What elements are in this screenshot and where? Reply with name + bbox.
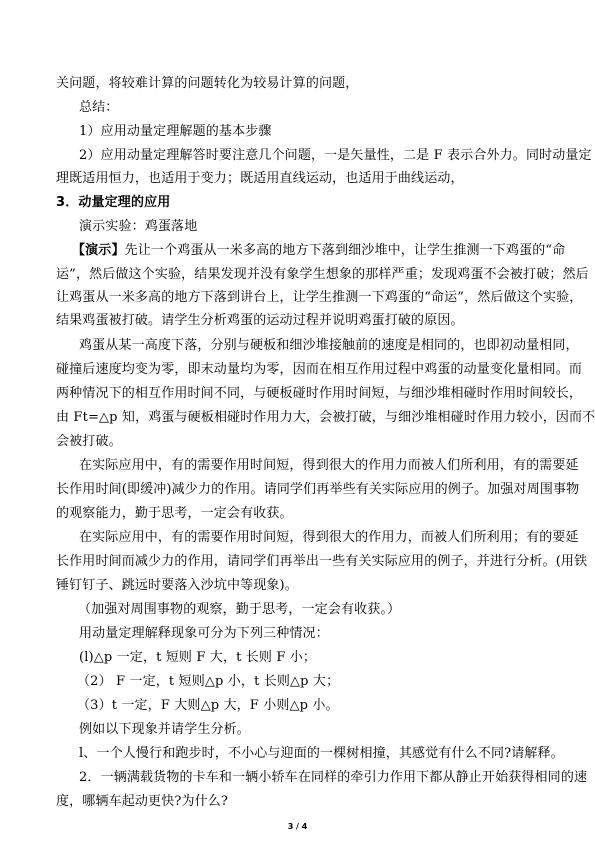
- text-line: 2）应用动量定理解答时要注意几个问题，一是矢量性，二是 F 表示合外力。同时动量定: [79, 148, 592, 163]
- text-line: 两种情况下的相互作用时间不同，与硬板碰时作用时间短，与细沙堆相碰时作用时间较长，: [56, 386, 583, 401]
- text-line: [72, 243, 565, 259]
- text-line: 碰撞后速度均变为零，即末动量均为零，因而在相互作用过程中鸡蛋的动量变化量相同。而: [56, 362, 583, 377]
- text-line: 理既适用恒力，也适用于变力；既适用直线运动，也适用于曲线运动，: [56, 171, 464, 186]
- text-line: 的观察能力，勤于思考，一定会有收获。: [56, 506, 293, 521]
- demo-label: 【演示】: [72, 243, 125, 258]
- text-line: 会被打破。: [56, 434, 122, 449]
- text-line: 让鸡蛋从一米多高的地方下落到讲台上，让学生推测一下鸡蛋的“命运”，然后做这个实验，: [56, 290, 583, 305]
- text-line: 鸡蛋从某一高度下落，分别与硬板和细沙堆接触前的速度是相同的，也即初动量相同，: [79, 338, 579, 353]
- text-line: 锤钉钉子、跳远时要落入沙坑中等现象)。: [56, 578, 298, 593]
- text-line: l、一个人慢行和跑步时，不小心与迎面的一棵树相撞，其感觉有什么不同?请解释。: [79, 746, 564, 761]
- text-line: （3）t 一定，F 大则△p 大，F 小则△p 小。: [77, 698, 339, 713]
- text-line: 度，哪辆车起动更快?为什么?: [56, 794, 229, 809]
- text-line: 总结：: [79, 100, 119, 115]
- text-line: 由 Ft=△p 知，鸡蛋与硬板相碰时作用力大，会被打破，与细沙堆相碰时作用力较小，因而不: [56, 410, 595, 425]
- text-line: 在实际应用中，有的需要作用时间短，得到很大的作用力而被人们所利用，有的需要延: [79, 458, 579, 473]
- text-line: 结果鸡蛋被打破。请学生分析鸡蛋的运动过程并说明鸡蛋打破的原因。: [56, 313, 464, 328]
- page-number: 3 / 4: [287, 822, 308, 831]
- text-line: (l)△p 一定，t 短则 F 大，t 长则 F 小；: [79, 650, 317, 665]
- text-line: 在实际应用中，有的需要作用时间短，得到很大的作用力，而被人们所利用；有的要延: [79, 530, 579, 545]
- text-line: 长作用时间而减少力的作用，请同学们再举出一些有关实际应用的例子，并进行分析。(用铁: [56, 554, 588, 569]
- text-line: 运”，然后做这个实验，结果发现并没有象学生想象的那样严重；发现鸡蛋不会被打破；然后: [56, 267, 589, 282]
- text-line: 长作用时间(即缓冲)减少力的作用。请同学们再举些有关实际应用的例子。加强对周围事物: [56, 482, 580, 497]
- text-line: 2．一辆满载货物的卡车和一辆小轿车在同样的牵引力作用下都从静止开始获得相同的速: [79, 770, 588, 785]
- text-line: 例如以下现象并请学生分析。: [79, 722, 250, 737]
- text-line: 关问题，将较难计算的问题转化为较易计算的问题，: [56, 76, 359, 91]
- text-line: （加强对周围事物的观察，勤于思考，一定会有收获。）: [78, 602, 401, 617]
- text-line: 演示实验：鸡蛋落地: [79, 219, 198, 234]
- text-line: （2） F 一定，t 短则△p 小，t 长则△p 大；: [77, 674, 340, 689]
- demo-text: 先让一个鸡蛋从一米多高的地方下落到细沙堆中，让学生推测一下鸡蛋的“命: [124, 243, 566, 258]
- text-line: 1）应用动量定理解题的基本步骤: [79, 124, 272, 139]
- text-line: 用动量定理解释现象可分为下列三种情况：: [79, 626, 329, 641]
- section-heading: 3．动量定理的应用: [56, 195, 171, 210]
